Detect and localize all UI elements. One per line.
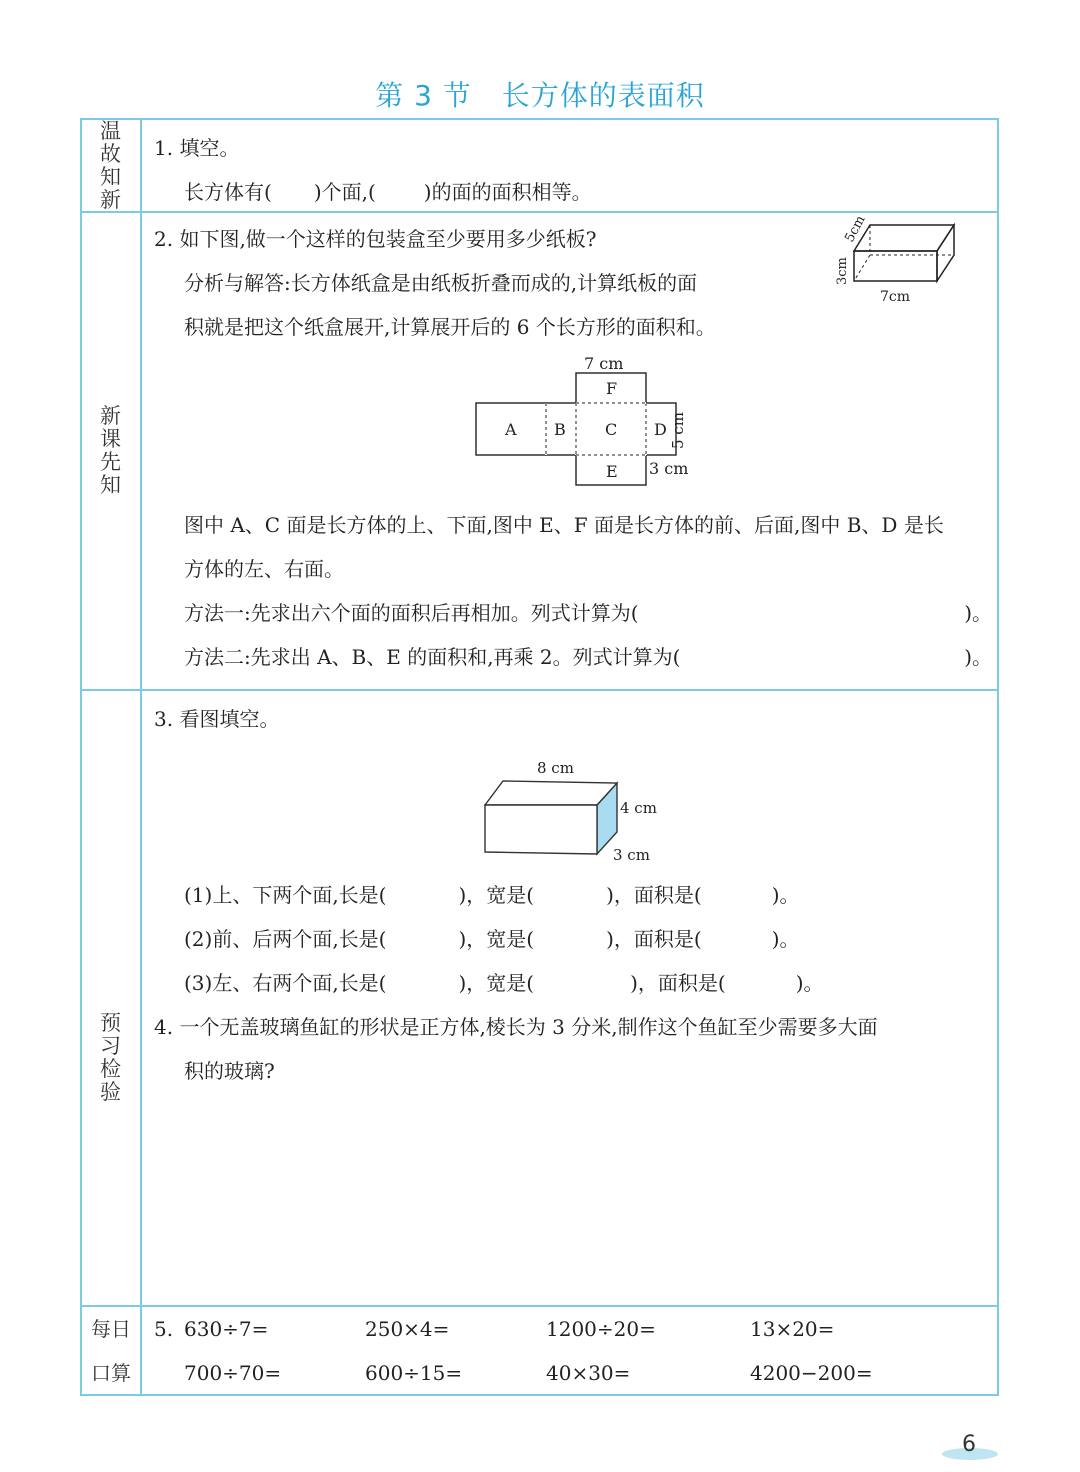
- q3-item-3: [184, 967, 824, 996]
- q3-item-1-end: )。: [771, 883, 800, 907]
- preview-label: [82, 691, 142, 1305]
- q2-analysis-line1: 分析与解答:长方体纸盒是由纸板折叠而成的,计算纸板的面: [184, 271, 698, 295]
- q3-item-2-area: )，面积是(: [606, 927, 702, 951]
- daily-calc-label-line1: 每日: [91, 1316, 131, 1341]
- cuboid-top-face: [485, 781, 617, 805]
- box-net-diagram: [472, 353, 712, 493]
- q3-item-3-end: )。: [795, 971, 824, 995]
- face-e-label: E: [606, 462, 618, 481]
- q3-label: 3. 看图填空。: [154, 707, 280, 731]
- q1-part1: 长方体有(: [184, 180, 272, 204]
- calc-2-2: 600÷15=: [365, 1361, 463, 1385]
- new-lesson-label: [82, 213, 142, 689]
- box-depth-label: 5cm: [842, 213, 869, 245]
- q3-item-1-length: (1)上、下两个面,长是(: [184, 883, 387, 907]
- q3-item-2-end: )。: [771, 927, 800, 951]
- q2-analysis-line2: 积就是把这个纸盒展开,计算展开后的 6 个长方形的面积和。: [184, 315, 716, 339]
- worksheet-table: [80, 118, 999, 1396]
- q3-item-2-width: )，宽是(: [458, 927, 535, 951]
- calc-2-3: 40×30=: [546, 1361, 631, 1385]
- q3-item-3-area: )，面积是(: [630, 971, 726, 995]
- calc-1-4: 13×20=: [750, 1317, 835, 1341]
- section-number: 第 3 节: [375, 79, 472, 112]
- review-label: [82, 120, 142, 211]
- box-length-label: 7cm: [880, 289, 911, 305]
- q2-explain-line1: 图中 A、C 面是长方体的上、下面,图中 E、F 面是长方体的前、后面,图中 B、D 是长: [184, 513, 944, 537]
- face-c-label: C: [605, 420, 618, 439]
- page-title: [0, 74, 1080, 114]
- cuboid-diagram: [477, 757, 677, 867]
- preview-row: [82, 691, 997, 1307]
- q2-label: 2. 如下图,做一个这样的包装盒至少要用多少纸板?: [154, 227, 597, 251]
- q3-item-3-length: (3)左、右两个面,长是(: [184, 971, 387, 995]
- box-height-label: 3cm: [835, 257, 850, 285]
- q5-label: 5.: [154, 1317, 174, 1341]
- q3-item-1-area: )，面积是(: [606, 883, 702, 907]
- calc-1-2: 250×4=: [365, 1317, 450, 1341]
- face-b-label: B: [554, 420, 566, 439]
- q3-item-1-width: )，宽是(: [458, 883, 535, 907]
- q1-part3: )的面的面积相等。: [423, 180, 592, 204]
- daily-calc-label-line2: 口算: [91, 1360, 131, 1385]
- q3-item-3-width: )，宽是(: [458, 971, 535, 995]
- q1-part2: )个面,(: [313, 180, 376, 204]
- review-label-text: 温故知新: [100, 118, 121, 212]
- page-number-text: 6: [962, 1432, 976, 1457]
- cuboid-length-label: 8 cm: [537, 759, 574, 777]
- calc-2-1: 700÷70=: [184, 1361, 282, 1385]
- page-number: [940, 1432, 1000, 1462]
- q2-method2-close: )。: [964, 645, 992, 669]
- cuboid-height-label: 4 cm: [620, 799, 657, 817]
- q2-method1-text: 方法一:先求出六个面的面积后再相加。列式计算为(: [184, 601, 639, 625]
- daily-calc-label: [82, 1307, 142, 1394]
- calc-2-4: 4200−200=: [750, 1361, 873, 1385]
- cuboid-width-label: 3 cm: [613, 846, 650, 864]
- q2-method2-text: 方法二:先求出 A、B、E 的面积和,再乘 2。列式计算为(: [184, 645, 681, 669]
- q2-explain-line2: 方体的左、右面。: [184, 557, 344, 581]
- face-a-label: A: [505, 420, 517, 439]
- calc-1-3: 1200÷20=: [546, 1317, 656, 1341]
- q3-item-1: [184, 879, 800, 908]
- box-hidden-edge-3: [854, 255, 870, 281]
- q2-method1: [184, 597, 992, 626]
- section-name: 长方体的表面积: [501, 79, 705, 112]
- q2-method2: [184, 641, 992, 670]
- new-lesson-label-text: 新课先知: [100, 404, 121, 497]
- q1-text: [184, 176, 592, 205]
- preview-label-text: 预习检验: [100, 1011, 121, 1104]
- packaging-box-diagram: [822, 213, 972, 308]
- q4-line2: 积的玻璃?: [184, 1059, 275, 1083]
- calc-1-1: 630÷7=: [184, 1317, 269, 1341]
- net-bottom-dimension: 3 cm: [649, 459, 689, 478]
- face-f-label: F: [606, 379, 618, 398]
- q3-item-2: [184, 923, 800, 952]
- face-d-label: D: [654, 420, 667, 439]
- cuboid-front-face: [485, 805, 597, 854]
- review-row: [82, 120, 997, 213]
- q4-line1: 4. 一个无盖玻璃鱼缸的形状是正方体,棱长为 3 分米,制作这个鱼缸至少需要多大面: [154, 1015, 878, 1039]
- q1-label: 1. 填空。: [154, 136, 240, 160]
- new-lesson-row: [82, 213, 997, 691]
- q2-method1-close: )。: [964, 601, 992, 625]
- q3-item-2-length: (2)前、后两个面,长是(: [184, 927, 387, 951]
- daily-calc-row: [82, 1307, 997, 1394]
- net-side-dimension: 5 cm: [669, 412, 687, 449]
- net-top-dimension: 7 cm: [584, 354, 624, 373]
- box-side: [937, 225, 954, 281]
